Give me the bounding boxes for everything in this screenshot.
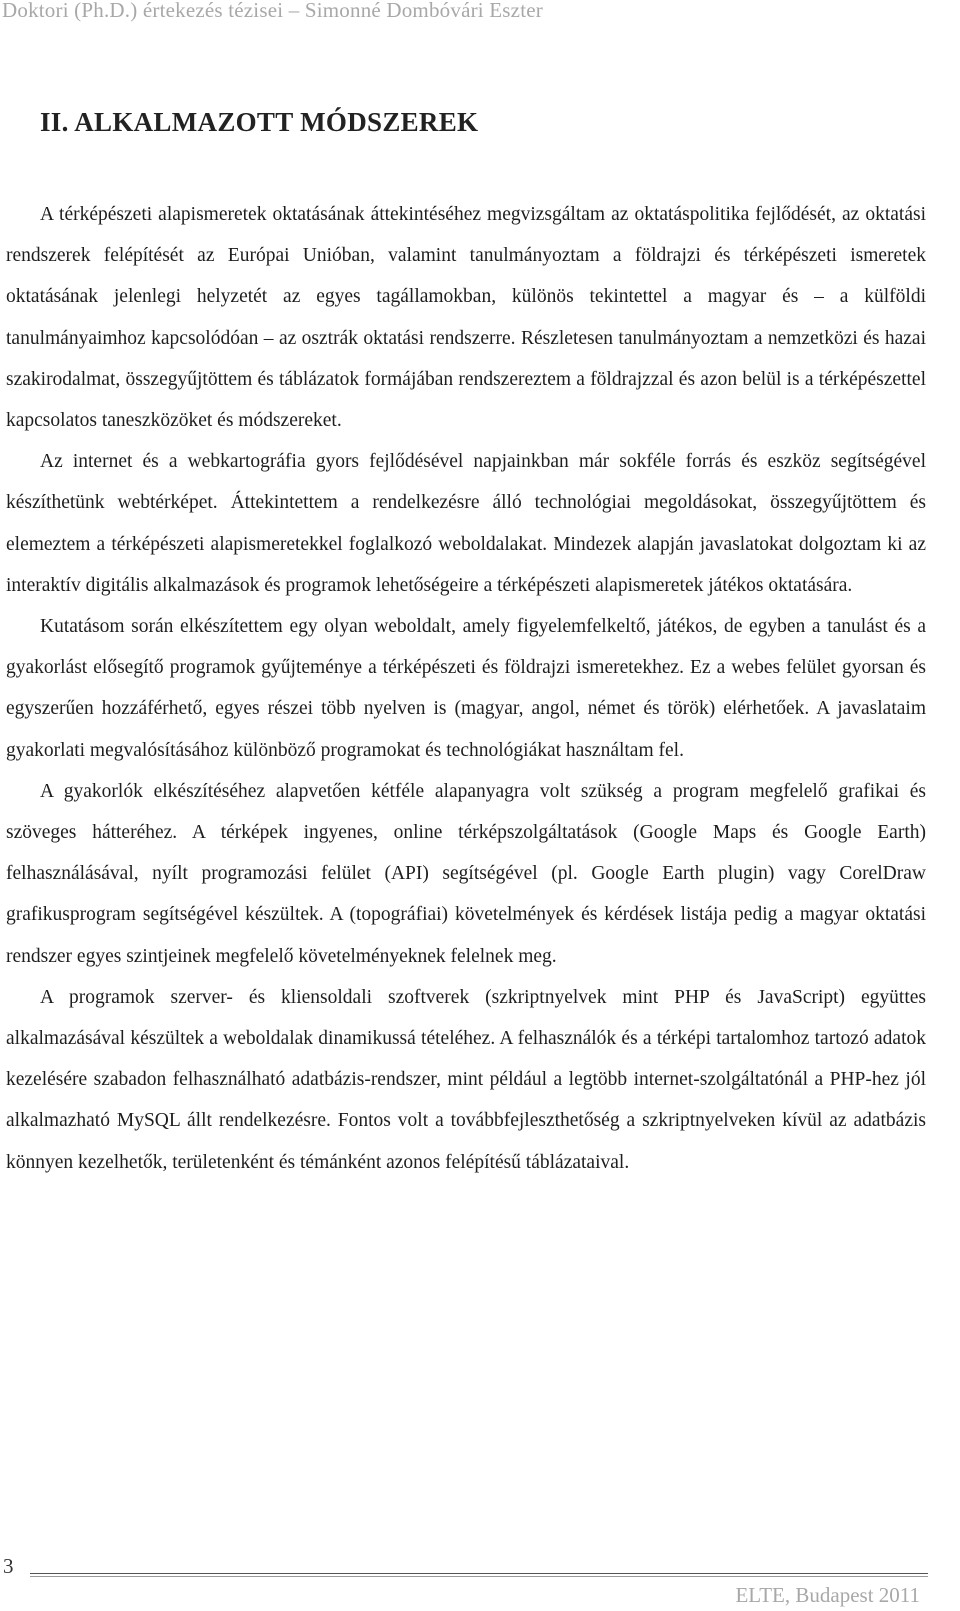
footer-place-year: ELTE, Budapest 2011 bbox=[735, 1583, 920, 1607]
section-title: II. ALKALMAZOTT MÓDSZEREK bbox=[40, 107, 479, 137]
footer-rule bbox=[30, 1573, 928, 1574]
paragraph-1: A térképészeti alapismeretek oktatásának áttekintéséhez megvizsgáltam az oktatáspolitika fejlődését, az oktatási rendszerek felépítését az Európai Unióban, valamint tanulmányoztam a földrajzi és térképészeti ismeretek oktatásának jelenlegi helyzetét az egyes tagállamokban, különös tekintettel a magyar és – a külföldi tanulmányaimhoz kapcsolódóan – az osztrák oktatási rendszerre. Részletesen tanulmányoztam a nemzetközi és hazai szakirodalmat, összegyűjtöttem és táblázatok formájában rendszereztem a földrajzzal és azon belül is a térképészettel kapcsolatos taneszközöket és módszereket. bbox=[6, 204, 926, 432]
paragraph-3: Kutatásom során elkészítettem egy olyan weboldalt, amely figyelemfelkeltő, játékos, de egyben a tanulást és a gyakorlást elősegítő programok gyűjteménye a térképészeti és földrajzi ismeretekhez. Ez a webes felület gyorsan és egyszerűen hozzáférhető, egyes részei több nyelven is (magyar, angol, német és török) elérhetőek. A javaslataim gyakorlati megvalósításához különböző programokat és technológiákat használtam fel. bbox=[6, 616, 926, 761]
running-header: Doktori (Ph.D.) értekezés tézisei – Simonné Dombóvári Eszter bbox=[2, 0, 543, 22]
body-text bbox=[6, 194, 926, 1183]
paragraph-2: Az internet és a webkartográfia gyors fejlődésével napjainkban már sokféle forrás és eszköz segítségével készíthetünk webtérképet. Áttekintettem a rendelkezésre álló technológiai megoldásokat, összegyűjtöttem és elemeztem a térképészeti alapismeretekkel foglalkozó weboldalakat. Mindezek alapján javaslatokat dolgoztam ki az interaktív digitális alkalmazások és programok lehetőségeire a térképészeti alapismeretek játékos oktatására. bbox=[6, 451, 926, 596]
paragraph-5: A programok szerver- és kliensoldali szoftverek (szkriptnyelvek mint PHP és JavaScript) együttes alkalmazásával készültek a weboldalak dinamikussá tételéhez. A felhasználók és a térképi tartalomhoz tartozó adatok kezelésére szabadon felhasználható adatbázis-rendszer, mint például a legtöbb internet-szolgáltatónál a PHP-hez jól alkalmazható MySQL állt rendelkezésre. Fontos volt a továbbfejleszthetőség a szkriptnyelveken kívül az adatbázis könnyen kezelhetők, területenként és témánként azonos felépítésű táblázataival. bbox=[6, 986, 926, 1173]
paragraph-4: A gyakorlók elkészítéséhez alapvetően kétféle alapanyagra volt szükség a program megfelelő grafikai és szöveges hátteréhez. A térképek ingyenes, online térképszolgáltatások (Google Maps és Google Earth) felhasználásával, nyílt programozási felület (API) segítségével (pl. Google Earth plugin) vagy CorelDraw grafikusprogram segítségével készültek. A (topográfiai) követelmények és kérdések listája pedig a magyar oktatási rendszer egyes szintjeinek megfelelő követelményeknek felelnek meg. bbox=[6, 780, 926, 967]
footer-rule-secondary bbox=[30, 1576, 928, 1577]
page-number: 3 bbox=[3, 1554, 14, 1578]
